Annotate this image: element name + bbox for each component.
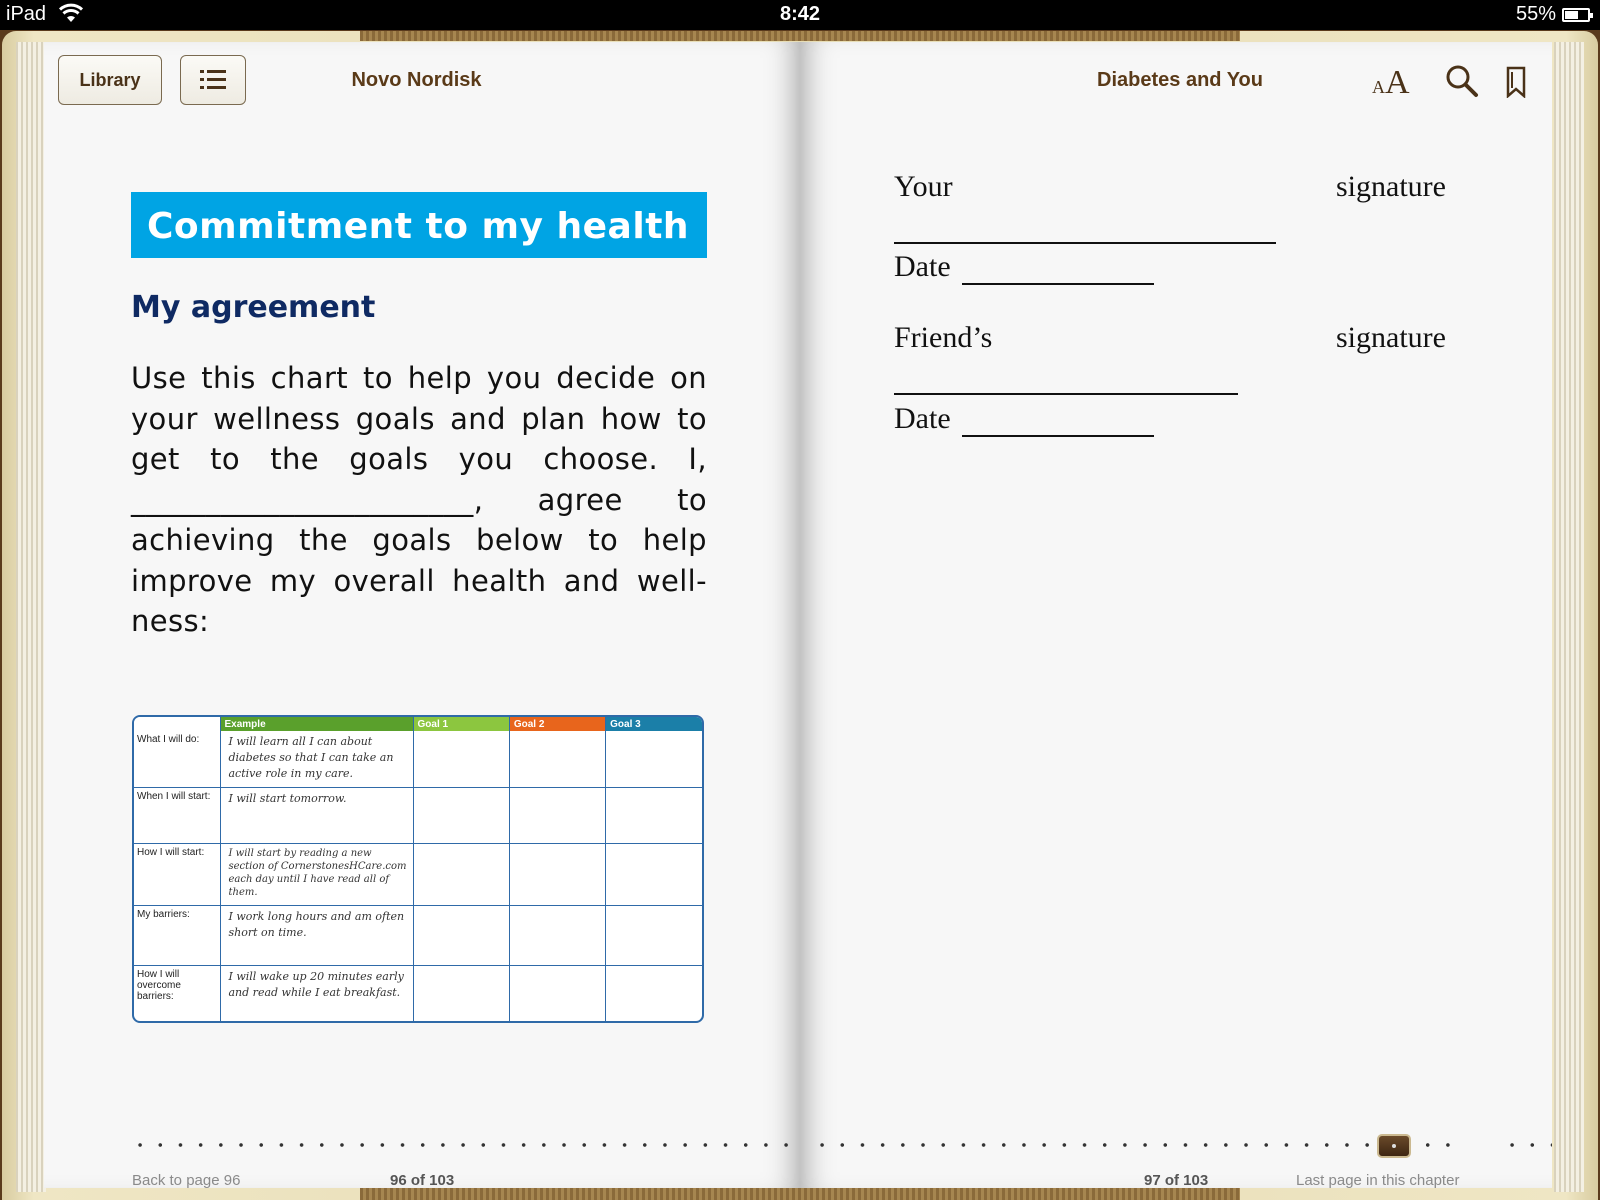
example-cell: I will wake up 20 minutes early and read while I eat breakfast. (220, 965, 413, 1021)
date-line-2 (962, 435, 1154, 437)
page-number: 97 of 103 (1144, 1172, 1209, 1189)
section-heading: Commitment to my health (147, 206, 690, 247)
bookmark-icon[interactable] (1506, 66, 1526, 103)
friend-signature-line (894, 393, 1238, 395)
goals-chart-header-row (134, 717, 702, 731)
header-goal-3: Goal 3 (606, 717, 702, 731)
friends-label: Friend’s (894, 321, 993, 354)
signature-label: signature (1336, 170, 1446, 203)
section-heading-bar (131, 192, 707, 258)
page-stack-right (1554, 42, 1584, 1192)
goal-cell (509, 843, 605, 905)
goal-cell (509, 787, 605, 843)
header-cell (134, 717, 220, 731)
right-page[interactable] (800, 42, 1552, 1188)
friend-signature-label: signature (1336, 321, 1446, 354)
header-goal-1: Goal 1 (413, 717, 509, 731)
goal-cell (606, 965, 702, 1021)
your-label: Your (894, 170, 953, 203)
battery-percent: 55% (1515, 3, 1556, 25)
goal-cell (606, 905, 702, 965)
carrier-label: iPad (6, 3, 47, 25)
example-cell: I work long hours and am often short on time. (220, 905, 413, 965)
row-label: How I will start: (134, 843, 220, 905)
page-scrubber-handle[interactable] (1377, 1134, 1411, 1158)
list-icon (200, 70, 226, 90)
font-size-icon[interactable]: AA (1372, 64, 1410, 101)
goal-cell (606, 787, 702, 843)
date-line (962, 283, 1154, 285)
example-cell: I will learn all I can about diabetes so that I can take an active role in my care. (220, 731, 413, 787)
your-signature-line (894, 242, 1276, 244)
page-number: 96 of 103 (390, 1172, 455, 1189)
book-title: Diabetes and You (1097, 69, 1263, 91)
goal-cell (606, 843, 702, 905)
left-page[interactable] (44, 42, 800, 1188)
goal-cell (413, 965, 509, 1021)
goal-cell (413, 905, 509, 965)
page-scrubber-dots[interactable] (130, 1143, 804, 1147)
table-row (134, 731, 702, 787)
clock: 8:42 (779, 3, 821, 25)
goal-cell (509, 905, 605, 965)
date-label-2: Date (894, 402, 951, 435)
table-of-contents-button[interactable] (180, 55, 246, 105)
page-scrubber-dots-tail[interactable] (1502, 1143, 1552, 1147)
page-stack-left (16, 42, 46, 1192)
table-row (134, 905, 702, 965)
example-cell: I will start tomorrow. (220, 787, 413, 843)
book-author: Novo Nordisk (351, 69, 482, 91)
header-example: Example (220, 717, 413, 731)
page-scrubber-dots[interactable] (812, 1143, 1462, 1147)
goal-cell (413, 731, 509, 787)
row-label: My barriers: (134, 905, 220, 965)
header-goal-2: Goal 2 (509, 717, 605, 731)
status-bar (0, 0, 1600, 30)
back-to-page-link[interactable]: Back to page 96 (132, 1172, 241, 1189)
library-button[interactable]: Library (58, 55, 162, 105)
search-icon[interactable] (1445, 64, 1479, 103)
last-page-link[interactable]: Last page in this chapter (1296, 1172, 1460, 1189)
body-paragraph: Use this chart to help you decide on your wellness goals and plan how to get to the goals you choose. I, _______________________, agree to achieving the goals below to help improve my overall health and well-ness: (131, 361, 707, 638)
goal-cell (509, 965, 605, 1021)
date-label: Date (894, 250, 951, 283)
example-cell: I will start by reading a new section of CornerstonesHCare.com each day until I have read all of them. (220, 843, 413, 905)
table-row (134, 787, 702, 843)
binding-top (360, 31, 1240, 41)
battery-icon (1562, 8, 1590, 22)
table-row (134, 843, 702, 905)
goal-cell (413, 843, 509, 905)
row-label: How I will overcome barriers: (134, 965, 220, 1021)
binding-bottom (360, 1188, 1240, 1200)
goals-chart-image[interactable] (132, 715, 704, 1023)
row-label: What I will do: (134, 731, 220, 787)
goal-cell (606, 731, 702, 787)
goal-cell (509, 731, 605, 787)
table-row (134, 965, 702, 1021)
goal-cell (413, 787, 509, 843)
subheading: My agreement (131, 290, 376, 325)
row-label: When I will start: (134, 787, 220, 843)
